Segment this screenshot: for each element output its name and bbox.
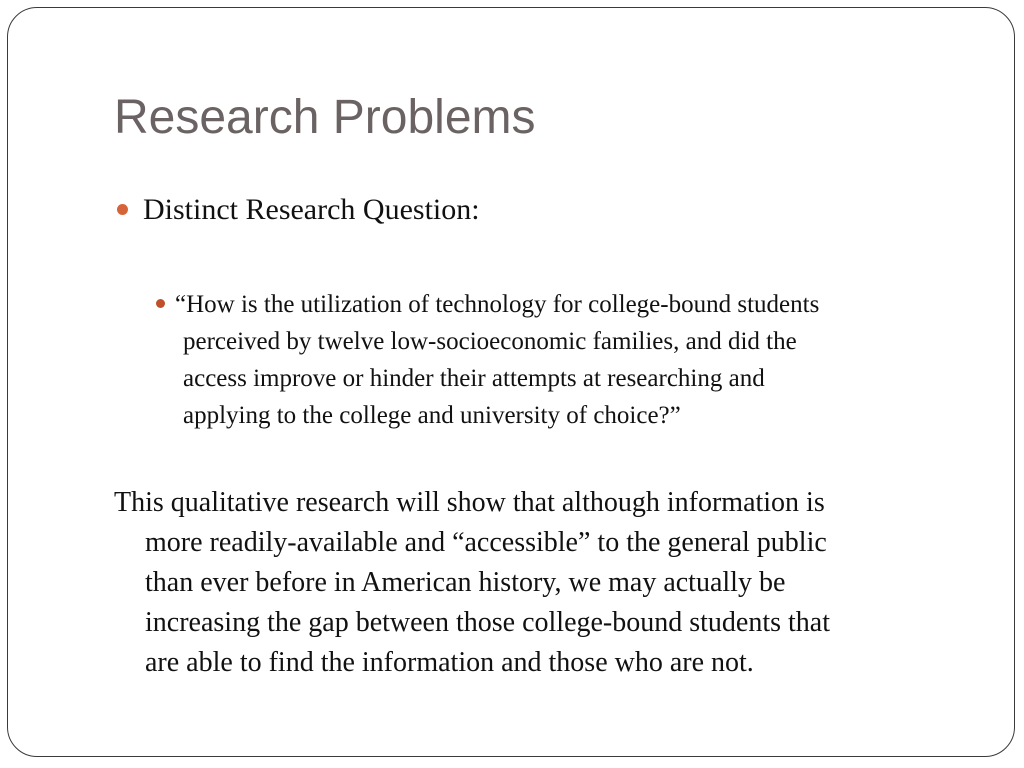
- quote-line: “How is the utilization of technology for college-bound students: [175, 291, 820, 318]
- bullet-dot-icon: [117, 204, 128, 215]
- paragraph-line: This qualitative research will show that although information is: [114, 487, 825, 518]
- slide: [7, 7, 1015, 757]
- paragraph-line: increasing the gap between those college-bound students that: [145, 607, 831, 638]
- quote-line: access improve or hinder their attempts at researching and: [183, 365, 765, 392]
- bullet-level2: [156, 286, 976, 434]
- bullet-level2-text: [156, 286, 976, 434]
- bullet-level1-text: Distinct Research Question:: [143, 193, 480, 226]
- slide-title: Research Problems: [114, 91, 536, 144]
- paragraph-line: than ever before in American history, we may actually be: [145, 567, 786, 598]
- body-paragraph: [114, 483, 994, 683]
- bullet-dot-icon: [156, 299, 165, 308]
- quote-line: applying to the college and university of choice?”: [183, 402, 681, 429]
- paragraph-line: more readily-available and “accessible” to the general public: [145, 527, 827, 558]
- quote-line: perceived by twelve low-socioeconomic families, and did the: [183, 328, 797, 355]
- paragraph-line: are able to find the information and those who are not.: [145, 647, 754, 678]
